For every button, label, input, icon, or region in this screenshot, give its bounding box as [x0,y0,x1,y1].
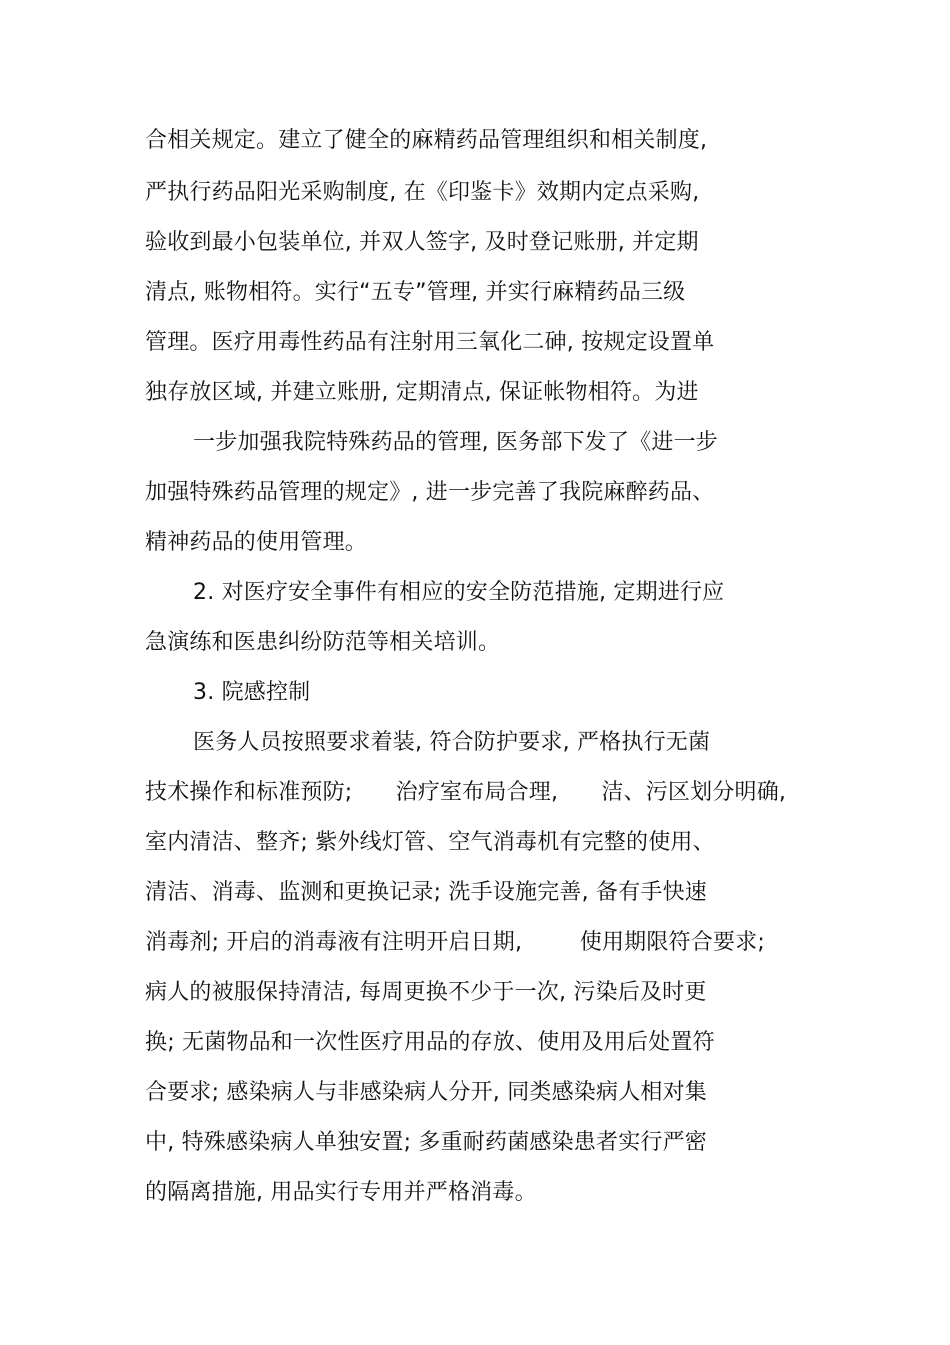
text-line: 独存放区域, 并建立账册, 定期清点, 保证帐物相符。为进 [145,380,699,405]
text-line: 严执行药品阳光采购制度, 在《印鉴卡》效期内定点采购, [145,180,700,205]
text-line: 加强特殊药品管理的规定》, 进一步完善了我院麻醉药品、 [145,480,715,505]
text-line: 中, 特殊感染病人单独安置; 多重耐药菌感染患者实行严密 [145,1130,707,1155]
text-line: 管理。医疗用毒性药品有注射用三氧化二砷, 按规定设置单 [145,330,715,355]
text-line: 室内清洁、整齐; 紫外线灯管、空气消毒机有完整的使用、 [145,830,715,855]
section-heading: 3. 院感控制 [193,680,311,705]
text-line: 的隔离措施, 用品实行专用并严格消毒。 [145,1180,537,1205]
text-line: 消毒剂; 开启的消毒液有注明开启日期, 使用期限符合要求; [145,930,765,955]
text-line: 精神药品的使用管理。 [145,530,368,555]
text-line: 一步加强我院特殊药品的管理, 医务部下发了《进一步 [193,430,718,455]
text-line: 清洁、消毒、监测和更换记录; 洗手设施完善, 备有手快速 [145,880,707,905]
text-line: 清点, 账物相符。实行“五专”管理, 并实行麻精药品三级 [145,280,686,305]
text-line: 验收到最小包装单位, 并双人签字, 及时登记账册, 并定期 [145,230,699,255]
text-line: 技术操作和标准预防; 治疗室布局合理, 洁、污区划分明确, [145,780,787,805]
text-line: 2. 对医疗安全事件有相应的安全防范措施, 定期进行应 [193,580,725,605]
text-line: 急演练和医患纠纷防范等相关培训。 [145,630,501,655]
text-line: 合相关规定。建立了健全的麻精药品管理组织和相关制度, [145,128,708,153]
text-line: 换; 无菌物品和一次性医疗用品的存放、使用及用后处置符 [145,1030,715,1055]
text-line: 合要求; 感染病人与非感染病人分开, 同类感染病人相对集 [145,1080,707,1105]
text-line: 医务人员按照要求着装, 符合防护要求, 严格执行无菌 [193,730,711,755]
text-line: 病人的被服保持清洁, 每周更换不少于一次, 污染后及时更 [145,980,707,1005]
